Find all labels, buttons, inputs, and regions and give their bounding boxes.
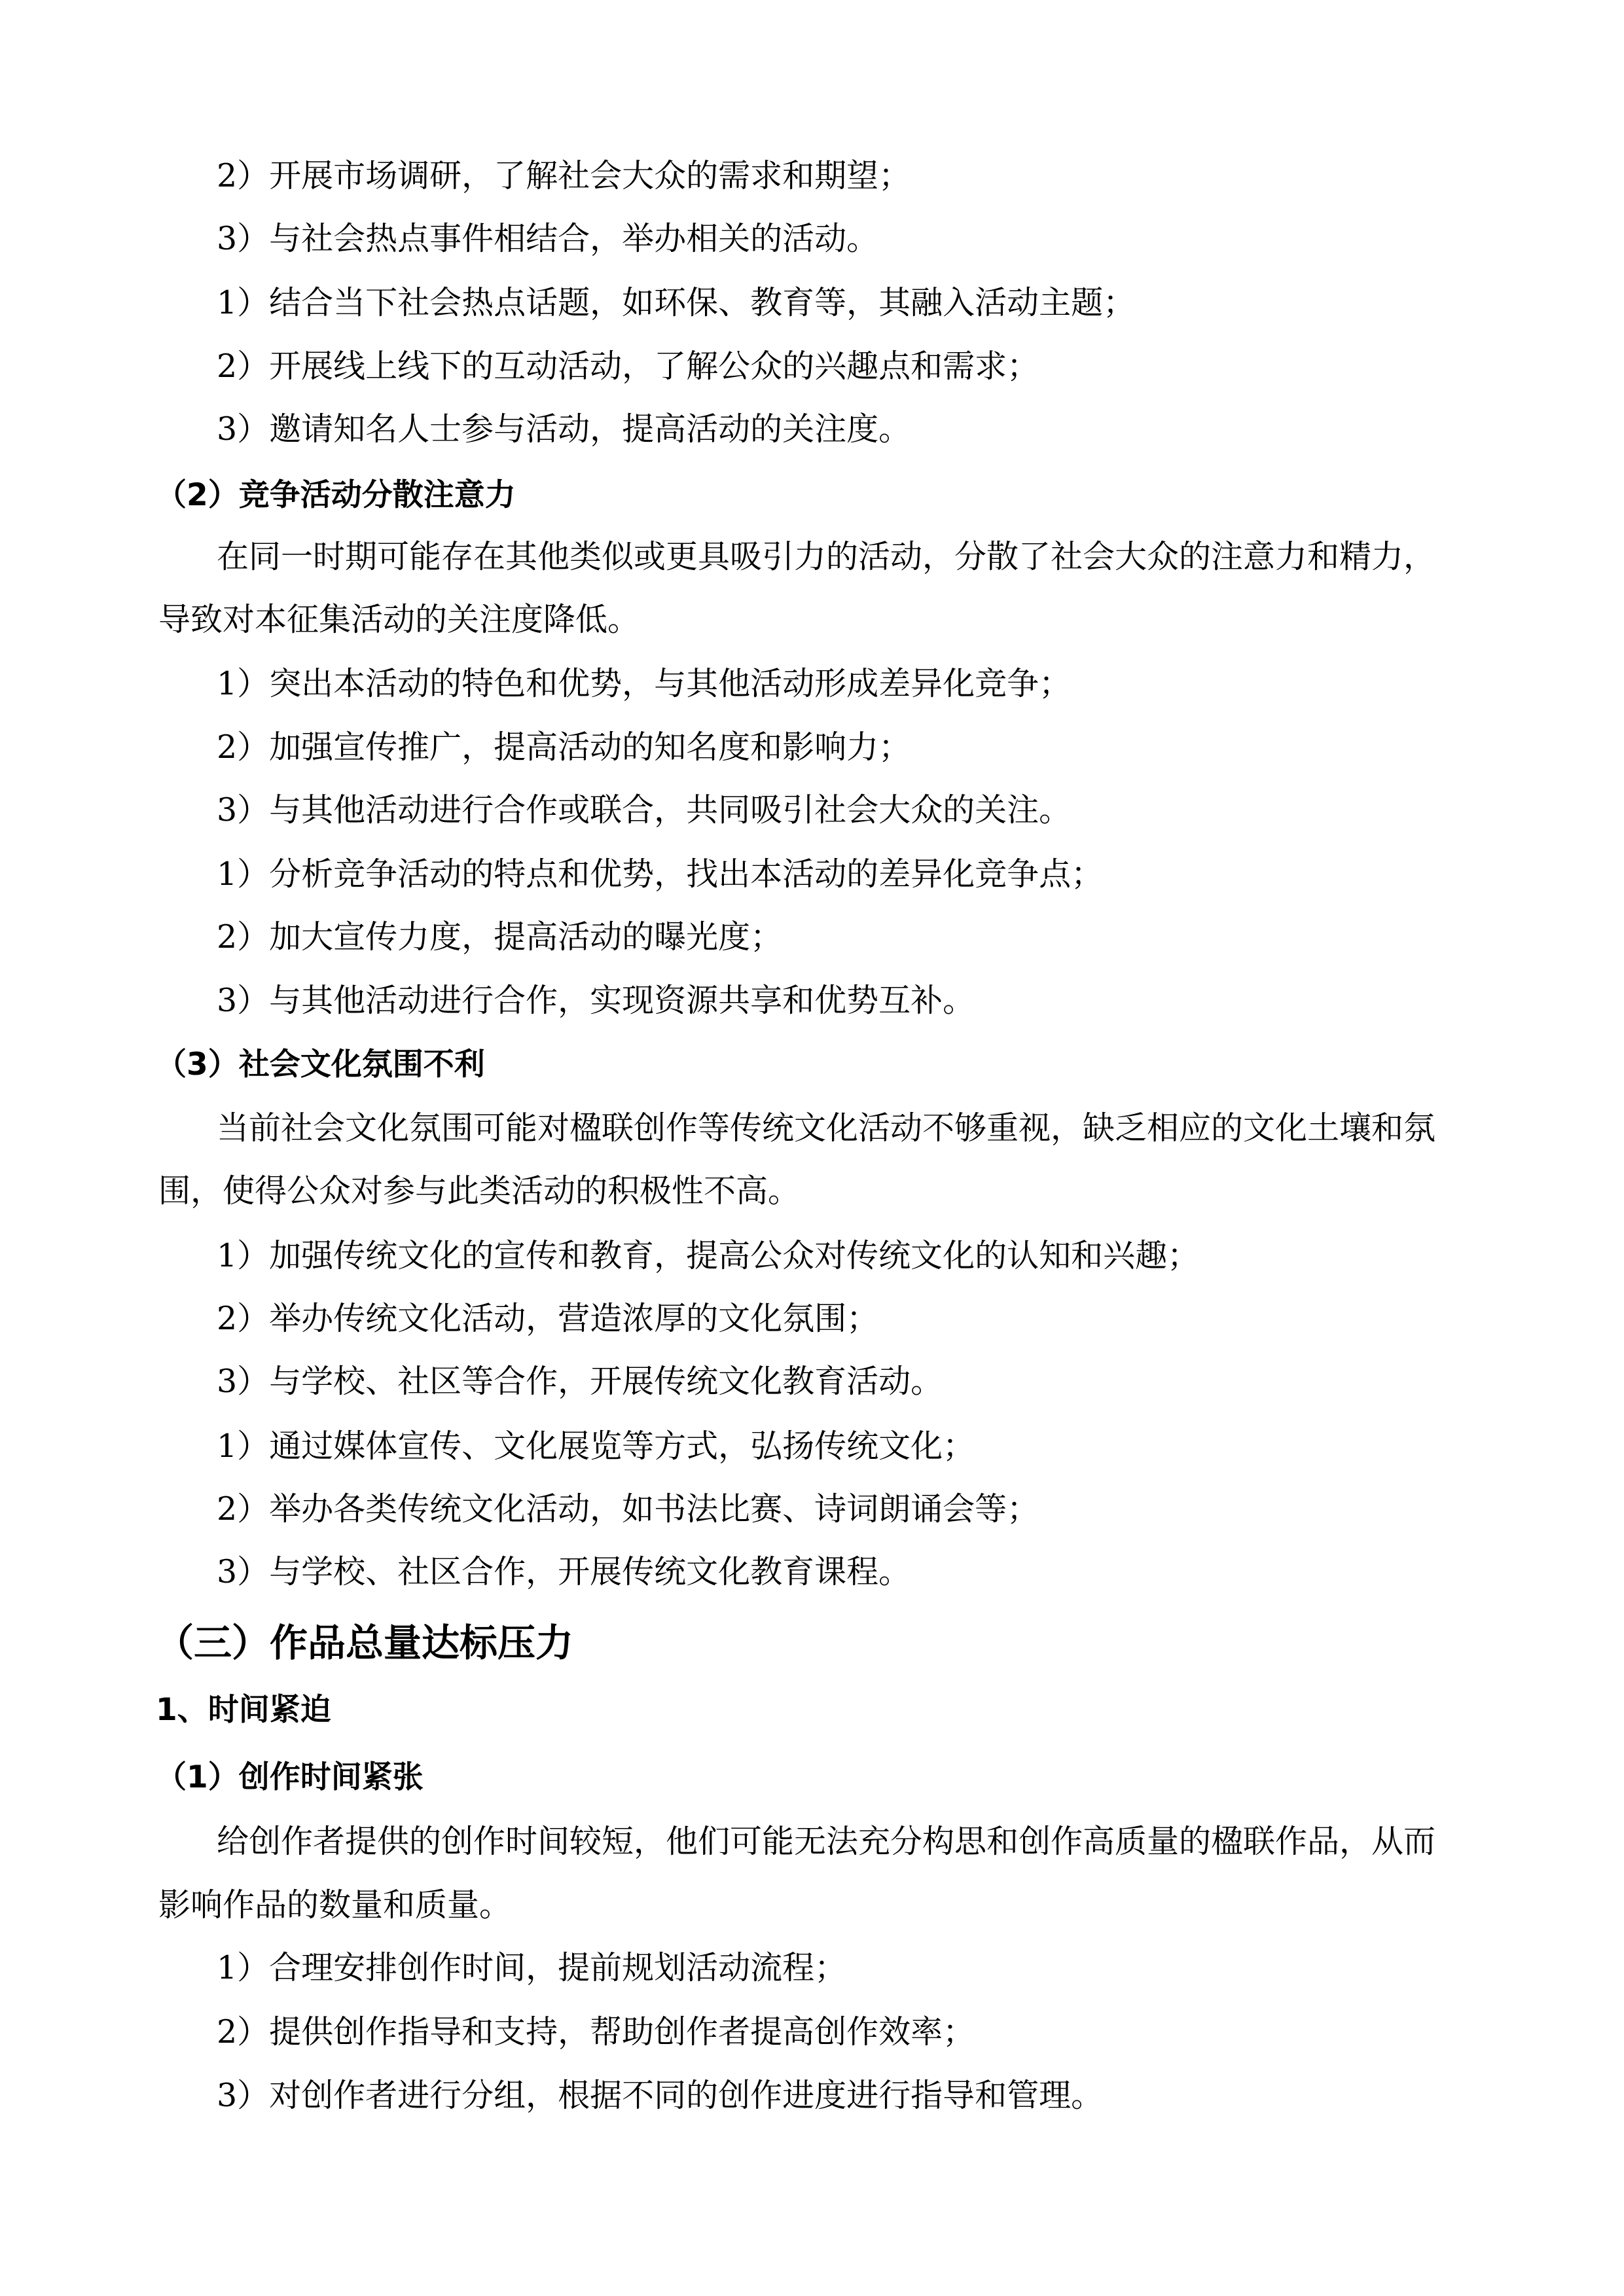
- section-heading: （1）创作时间紧张: [156, 1759, 424, 1795]
- section-heading: （3）社会文化氛围不利: [156, 1047, 485, 1083]
- list-item: 3）与社会热点事件相结合，举办相关的活动。: [217, 220, 879, 257]
- paragraph-continued: 导致对本征集活动的关注度降低。: [158, 601, 640, 638]
- list-item: 2）提供创作指导和支持，帮助创作者提高创作效率；: [217, 2013, 975, 2051]
- paragraph-continued: 影响作品的数量和质量。: [158, 1886, 512, 1924]
- list-item: 3）与学校、社区等合作，开展传统文化教育活动。: [217, 1363, 943, 1400]
- paragraph: 在同一时期可能存在其他类似或更具吸引力的活动，分散了社会大众的注意力和精力，: [217, 538, 1436, 575]
- paragraph: 给创作者提供的创作时间较短，他们可能无法充分构思和创作高质量的楹联作品，从而: [217, 1823, 1436, 1860]
- list-item: 1）加强传统文化的宣传和教育，提高公众对传统文化的认知和兴趣；: [217, 1237, 1200, 1274]
- list-item: 3）与其他活动进行合作，实现资源共享和优势互补。: [217, 982, 975, 1019]
- subsection-heading: 1、时间紧迫: [156, 1692, 331, 1728]
- paragraph-continued: 围，使得公众对参与此类活动的积极性不高。: [158, 1172, 801, 1210]
- list-item: 2）开展线上线下的互动活动，了解公众的兴趣点和需求；: [217, 348, 1039, 385]
- list-item: 3）对创作者进行分组，根据不同的创作进度进行指导和管理。: [217, 2077, 1104, 2114]
- list-item: 2）开展市场调研，了解社会大众的需求和期望；: [217, 157, 911, 194]
- list-item: 2）举办传统文化活动，营造浓厚的文化氛围；: [217, 1300, 879, 1337]
- list-item: 3）与其他活动进行合作或联合，共同吸引社会大众的关注。: [217, 791, 1072, 829]
- list-item: 1）突出本活动的特色和优势，与其他活动形成差异化竞争；: [217, 665, 1072, 702]
- list-item: 3）邀请知名人士参与活动，提高活动的关注度。: [217, 410, 911, 448]
- paragraph: 当前社会文化氛围可能对楹联创作等传统文化活动不够重视，缺乏相应的文化土壤和氛: [217, 1109, 1436, 1147]
- list-item: 2）加大宣传力度，提高活动的曝光度；: [217, 918, 783, 956]
- list-item: 1）分析竞争活动的特点和优势，找出本活动的差异化竞争点；: [217, 855, 1104, 893]
- list-item: 2）举办各类传统文化活动，如书法比赛、诗词朗诵会等；: [217, 1490, 1039, 1528]
- list-item: 2）加强宣传推广，提高活动的知名度和影响力；: [217, 728, 911, 766]
- list-item: 1）合理安排创作时间，提前规划活动流程；: [217, 1949, 847, 1986]
- list-item: 3）与学校、社区合作，开展传统文化教育课程。: [217, 1553, 911, 1590]
- section-heading: （2）竞争活动分散注意力: [156, 477, 516, 513]
- list-item: 1）结合当下社会热点话题，如环保、教育等，其融入活动主题；: [217, 284, 1136, 321]
- chapter-heading: （三）作品总量达标压力: [156, 1621, 574, 1665]
- list-item: 1）通过媒体宣传、文化展览等方式，弘扬传统文化；: [217, 1427, 975, 1465]
